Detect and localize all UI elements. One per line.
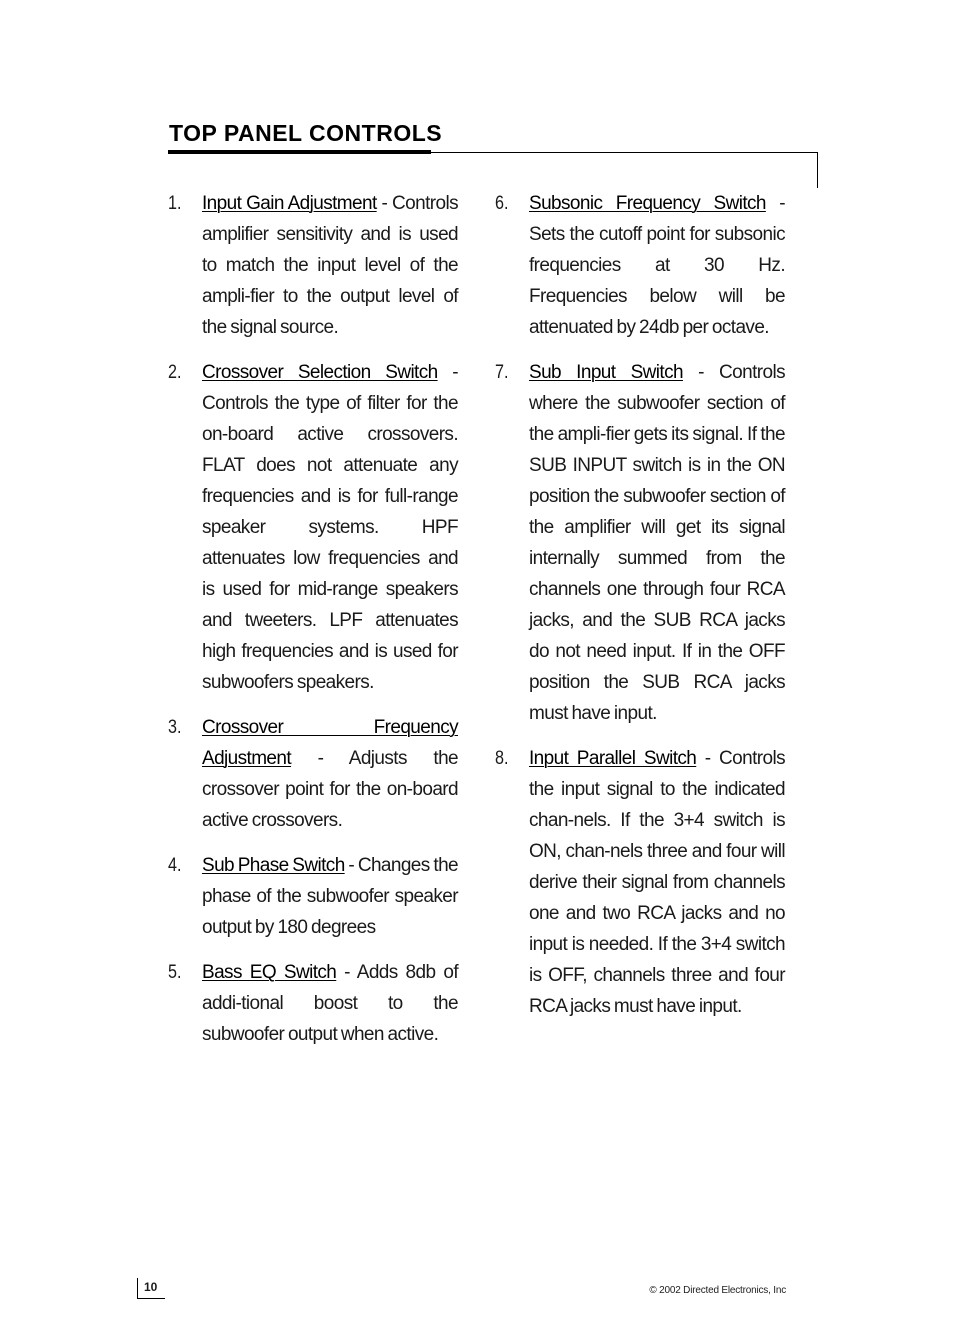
item-description: - Adds 8db of addi-tional boost to the subwoofer output when active. xyxy=(202,962,458,1045)
item-number: 1. xyxy=(168,193,182,214)
item-description: - Sets the cutoff point for subsonic frequencies at 30 Hz. Frequencies below will be attenuated by 24db per octave. xyxy=(529,193,786,338)
list-item xyxy=(168,712,458,836)
copyright-notice: © 2002 Directed Electronics, Inc xyxy=(649,1285,786,1296)
item-text xyxy=(202,957,458,1050)
item-term: Bass EQ Switch xyxy=(202,962,337,983)
item-term: Subsonic Frequency Switch xyxy=(529,193,766,214)
list-item xyxy=(168,957,458,1050)
item-text xyxy=(202,188,458,343)
item-text xyxy=(529,743,785,1022)
item-number: 3. xyxy=(168,717,182,738)
item-number: 4. xyxy=(168,855,182,876)
item-number: 8. xyxy=(495,748,509,769)
item-description: - Controls the input signal to the indicated chan-nels. If the 3+4 switch is ON, chan-nels three and four will derive their signal from channels one and two RCA jacks and no input is needed. If the 3+4 switch is OFF, channels three and four RCA jacks must have input. xyxy=(529,748,785,1017)
item-description: - Controls the type of filter for the on-board active crossovers. FLAT does not attenuate any frequencies and is for full-range speaker systems. HPF attenuates low frequencies and is used for mid-range speakers and tweeters. LPF attenuates high frequencies and is used for subwoofers speakers. xyxy=(202,362,458,693)
right-column xyxy=(495,188,785,1036)
item-text xyxy=(529,188,785,343)
list-item xyxy=(495,743,785,1022)
list-item xyxy=(168,850,458,943)
header-rule-corner xyxy=(817,152,818,188)
list-item xyxy=(168,188,458,343)
page-number: 10 xyxy=(137,1278,165,1299)
item-term: Input Parallel Switch xyxy=(529,748,697,769)
item-number: 7. xyxy=(495,362,509,383)
item-description: - Controls amplifier sensitivity and is used to match the input level of the ampli-fier to the output level of the signal source. xyxy=(202,193,458,338)
item-term: Sub Phase Switch xyxy=(202,855,345,876)
left-column xyxy=(168,188,458,1064)
title-underline xyxy=(168,150,431,154)
item-term: Input Gain Adjustment xyxy=(202,193,377,214)
page-title: TOP PANEL CONTROLS xyxy=(169,120,443,146)
item-description: - Adjusts the crossover point for the on-board active crossovers. xyxy=(202,748,458,831)
item-text xyxy=(202,712,458,836)
item-number: 5. xyxy=(168,962,182,983)
item-term: Sub Input Switch xyxy=(529,362,683,383)
item-term: Crossover Selection Switch xyxy=(202,362,438,383)
list-item xyxy=(168,357,458,698)
header-rule xyxy=(430,152,818,153)
item-description: - Changes the phase of the subwoofer speaker output by 180 degrees xyxy=(202,855,458,938)
item-number: 2. xyxy=(168,362,182,383)
item-text xyxy=(529,357,785,729)
item-term: Crossover Frequency Adjustment xyxy=(202,717,458,769)
list-item xyxy=(495,188,785,343)
item-number: 6. xyxy=(495,193,509,214)
item-text xyxy=(202,850,458,943)
item-text xyxy=(202,357,458,698)
list-item xyxy=(495,357,785,729)
item-description: - Controls where the subwoofer section of the ampli-fier gets its signal. If the SUB INPUT switch is in the ON position the subwoofer section of the amplifier will get its signal internally summed from the channels one through four RCA jacks, and the SUB RCA jacks do not need input. If in the OFF position the SUB RCA jacks must have input. xyxy=(529,362,785,724)
